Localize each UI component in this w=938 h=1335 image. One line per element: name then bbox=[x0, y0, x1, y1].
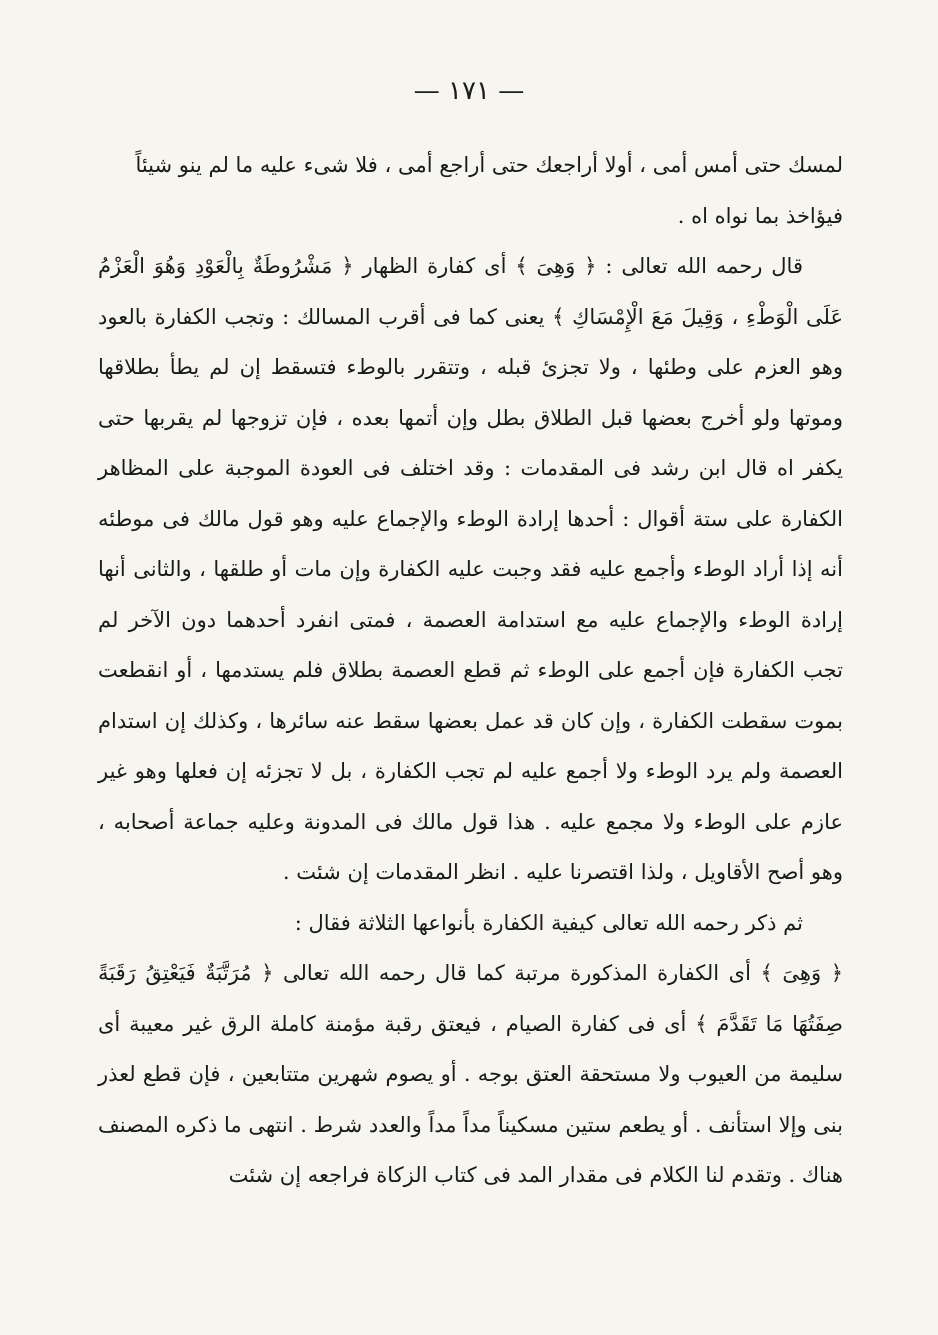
page-number: — ١٧١ — bbox=[413, 76, 525, 106]
paragraph-commentary: قال رحمه الله تعالى : ﴿ وَهِىَ ﴾ أى كفارة الظهار ﴿ مَشْرُوطَةٌ بِالْعَوْدِ وَهُوَ الْعَزْمُ عَلَى الْوَطْءِ ، وَقِيلَ مَعَ الْإِمْسَاكِ ﴾ يعنى كما فى أقرب المسالك : وتجب الكفارة بالعود وهو العزم على وطئها ، ولا تجزئ قبله ، وتتقرر بالوطء فتسقط إن لم يطأ بطلاقها وموتها ولو أخرج بعضها قبل الطلاق بطل وإن أتمها بعده ، فإن تزوجها لم يقربها حتى يكفر اه قال ابن رشد فى المقدمات : وقد اختلف فى العودة الموجبة على المظاهر الكفارة على ستة أقوال : أحدها إرادة الوطء والإجماع عليه وهو قول مالك فى موطئه أنه إذا أراد الوطء وأجمع عليه فقد وجبت عليه الكفارة وإن مات أو طلقها ، والثانى أنها إرادة الوطء والإجماع عليه مع استدامة العصمة ، فمتى انفرد أحدهما دون الآخر لم تجب الكفارة فإن أجمع على الوطء ثم قطع العصمة بطلاق فلم يستدمها ، أو انقطعت بموت سقطت الكفارة ، وإن كان قد عمل بعضها سقط عنه سائرها ، وكذلك إن استدام العصمة ولم يرد الوطء ولا أجمع عليه لم تجب الكفارة ، بل لا تجزئه إن فعلها وهو غير عازم على الوطء ولا مجمع عليه . هذا قول مالك فى المدونة وعليه جماعة أصحابه ، وهو أصح الأقاويل ، ولذا اقتصرنا عليه . انظر المقدمات إن شئت . bbox=[98, 254, 843, 884]
paragraph-continuation: لمسك حتى أمس أمى ، أولا أراجعك حتى أراجع أمى ، فلا شىء عليه ما لم ينو شيئاً فيؤاخذ بما نواه اه . bbox=[135, 153, 843, 228]
body-text bbox=[98, 140, 843, 1201]
paragraph-expiation-order: ﴿ وَهِىَ ﴾ أى الكفارة المذكورة مرتبة كما قال رحمه الله تعالى ﴿ مُرَتَّبَةٌ فَيَعْتِقُ رَقَبَةً صِفَتُهَا مَا تَقَدَّمَ ﴾ أى فى كفارة الصيام ، فيعتق رقبة مؤمنة كاملة الرق غير معيبة أى سليمة من العيوب ولا مستحقة العتق بوجه . أو يصوم شهرين متتابعين ، فإن قطع لعذر بنى وإلا استأنف . أو يطعم ستين مسكيناً مداً مداً والعدد شرط . انتهى ما ذكره المصنف هناك . وتقدم لنا الكلام فى مقدار المد فى كتاب الزكاة فراجعه إن شئت bbox=[98, 961, 843, 1187]
paragraph-transition: ثم ذكر رحمه الله تعالى كيفية الكفارة بأنواعها الثلاثة فقال : bbox=[294, 910, 803, 935]
